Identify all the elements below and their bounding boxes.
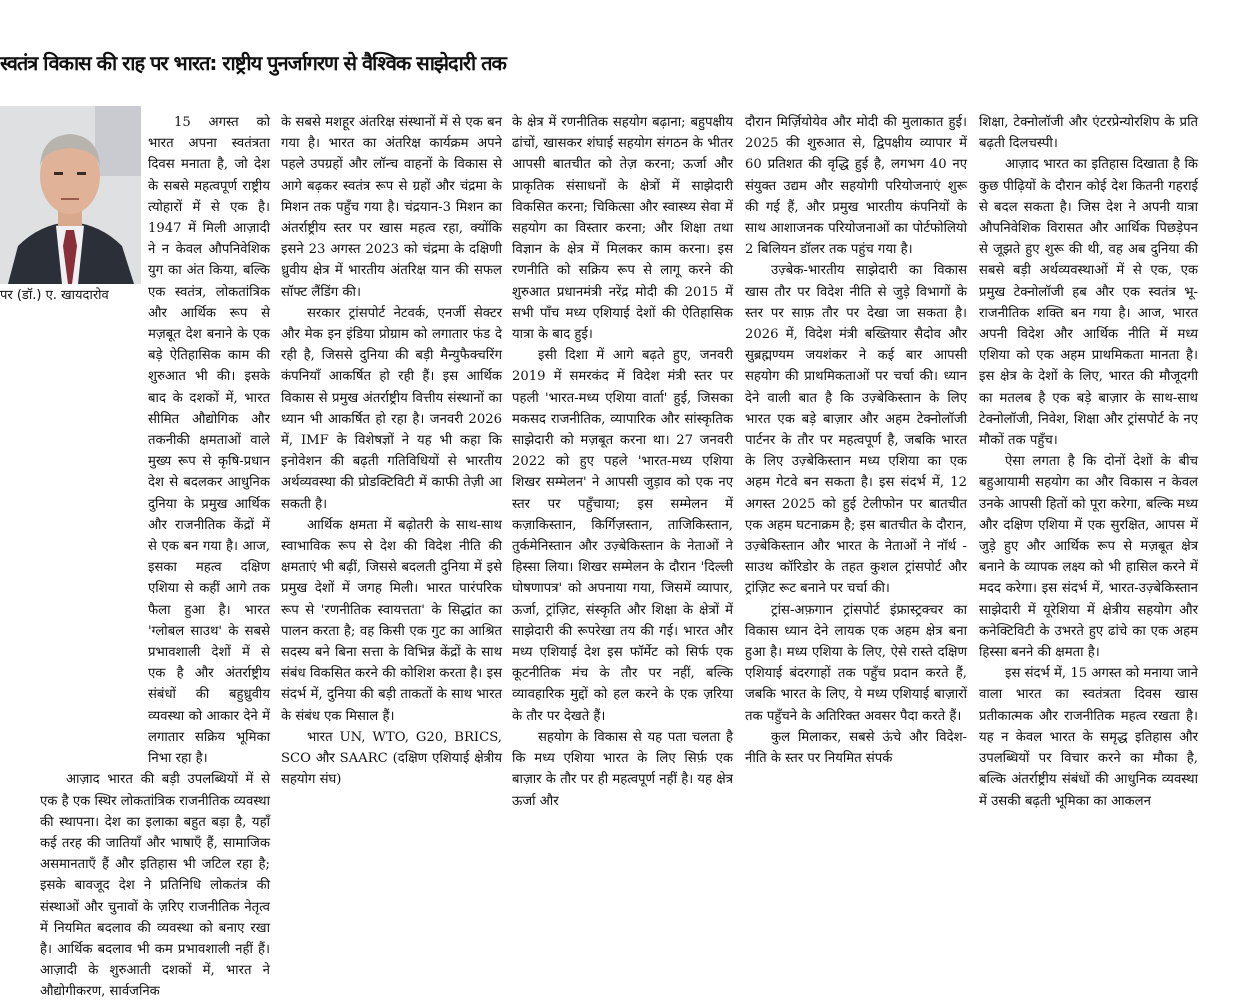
column-4 [745, 112, 967, 928]
paragraph: आज़ाद भारत की बड़ी उपलब्धियों में से एक है एक स्थिर लोकतांत्रिक राजनीतिक व्यवस्था की स्थापना। देश का इलाका बहुत बड़ा है, यहाँ कई तरह की जातियाँ और भाषाएँ हैं, सामाजिक असमानताएँ हैं और इतिहास भी जटिल रहा है; इसके बावजूद देश ने प्रतिनिधि लोकतंत्र की संस्थाओं और चुनावों के ज़रिए राजनीतिक नेतृत्व में नियमित बदलाव की व्यवस्था को बनाए रखा है। आर्थिक बदलाव भी कम प्रभावशाली नहीं हैं। आज़ादी के शुरुआती दशकों में, भारत ने औद्योगीकरण, सार्वजनिक [40, 772, 270, 1000]
paragraph: आज़ाद भारत का इतिहास दिखाता है कि कुछ पीढ़ियों के दौरान कोई देश कितनी गहराई से बदल सकता है। जिस देश ने अपनी यात्रा औपनिवेशिक विरासत और आर्थिक पिछड़ेपन से जूझते हुए शुरू की थी, वह अब दुनिया की सबसे बड़ी अर्थव्यवस्थाओं में से एक, एक प्रमुख टेक्नोलॉजी हब और एक स्वतंत्र भू-राजनीतिक शक्ति बन गया है। आज, भारत अपनी विदेश और आर्थिक नीति में मध्य एशिया को एक अहम प्राथमिकता मानता है। इस क्षेत्र के देशों के लिए, भारत की मौजूदगी का मतलब है एक बड़े बाज़ार के साथ-साथ टेक्नोलॉजी, निवेश, शिक्षा और ट्रांसपोर्ट के नए मौकों तक पहुँच। [979, 157, 1198, 449]
column-3 [512, 112, 733, 928]
column-2 [281, 112, 502, 928]
paragraph: उज़्बेक-भारतीय साझेदारी का विकास खास तौर पर विदेश नीति से जुड़े विभागों के स्तर पर साफ़ तौर पर देखा जा सकता है। 2026 में, विदेश मंत्री बख्तियार सैदोव और सुब्रह्मण्यम जयशंकर ने कई बार आपसी सहयोग की प्राथमिकताओं पर चर्चा की। ध्यान देने वाली बात है कि उज़्बेकिस्तान के लिए भारत एक बड़े बाज़ार और अहम टेक्नोलॉजी पार्टनर के तौर पर महत्वपूर्ण है, जबकि भारत के लिए उज़्बेकिस्तान मध्य एशिया का एक अहम गेटवे बन सकता है। इस संदर्भ में, 12 अगस्त 2025 को हुई टेलीफोन पर बातचीत एक अहम घटनाक्रम है; इस बातचीत के दौरान, उज़्बेकिस्तान और भारत के नेताओं ने नॉर्थ - साउथ कॉरिडोर के तहत कुशल ट्रांसपोर्ट और ट्रांज़िट रूट बनाने पर चर्चा की। [745, 263, 967, 597]
paragraph: आर्थिक क्षमता में बढ़ोतरी के साथ-साथ स्वाभाविक रूप से देश की विदेश नीति की क्षमताएं भी बढ़ीं, जिससे बदलती दुनिया में इसे प्रमुख देशों में जगह मिली। भारत पारंपरिक रूप से 'रणनीतिक स्वायत्तता' के सिद्धांत का पालन करता है; वह किसी एक गुट का आश्रित सदस्य बने बिना सत्ता के विभिन्न केंद्रों के साथ संबंध विकसित करने की कोशिश करता है। इस संदर्भ में, दुनिया की बड़ी ताकतों के साथ भारत के संबंध एक मिसाल हैं। [281, 517, 502, 724]
paragraph: कुल मिलाकर, सबसे ऊंचे और विदेश-नीति के स्तर पर नियमित संपर्क [745, 729, 967, 767]
column-1 [40, 112, 270, 1000]
paragraph: इस संदर्भ में, 15 अगस्त को मनाया जाने वाला भारत का स्वतंत्रता दिवस खास प्रतीकात्मक और राजनीतिक महत्व रखता है। यह न केवल भारत के समृद्ध इतिहास और उपलब्धियों पर विचार करने का मौका है, बल्कि अंतर्राष्ट्रीय संबंधों की आधुनिक व्यवस्था में उसकी बढ़ती भूमिका का आकलन [979, 666, 1198, 809]
paragraph: सरकार ट्रांसपोर्ट नेटवर्क, एनर्जी सेक्टर और मेक इन इंडिया प्रोग्राम को लगातार फंड दे रही है, जिससे दुनिया की बड़ी मैन्युफैक्चरिंग कंपनियाँ आकर्षित हो रही हैं। इस आर्थिक विकास से प्रमुख अंतर्राष्ट्रीय वित्तीय संस्थानों का ध्यान भी आकर्षित हो रहा है। जनवरी 2026 में, IMF के विशेषज्ञों ने यह भी कहा कि इनोवेशन की बढ़ती गतिविधियों से भारतीय अर्थव्यवस्था की प्रोडक्टिविटी में काफी तेज़ी आ सकती है। [281, 305, 502, 512]
paragraph: इसी दिशा में आगे बढ़ते हुए, जनवरी 2019 में समरकंद में विदेश मंत्री स्तर पर पहली 'भारत-मध्य एशिया वार्ता' हुई, जिसका मकसद राजनीतिक, व्यापारिक और सांस्कृतिक साझेदारी को मज़बूत करना था। 27 जनवरी 2022 को हुए पहले 'भारत-मध्य एशिया शिखर सम्मेलन' ने आपसी जुड़ाव को एक नए स्तर पर पहुँचाया; इस सम्मेलन में कज़ाकिस्तान, किर्गिज़स्तान, ताजिकिस्तान, तुर्कमेनिस्तान और उज़्बेकिस्तान के नेताओं ने हिस्सा लिया। शिखर सम्मेलन के दौरान 'दिल्ली घोषणापत्र' को अपनाया गया, जिसमें व्यापार, ऊर्जा, ट्रांज़िट, संस्कृति और शिक्षा के क्षेत्रों में साझेदारी की रूपरेखा तय की गई। भारत और मध्य एशियाई देश इस फॉर्मेट को सिर्फ एक कूटनीतिक मंच के तौर पर नहीं, बल्कि व्यावहारिक मुद्दों को हल करने के एक ज़रिया के तौर पर देखते हैं। [512, 348, 733, 724]
paragraph: शिक्षा, टेक्नोलॉजी और एंटरप्रेन्योरशिप के प्रति बढ़ती दिलचस्पी। [979, 115, 1198, 152]
paragraph: ऐसा लगता है कि दोनों देशों के बीच बहुआयामी सहयोग का और विकास न केवल उनके आपसी हितों को पूरा करेगा, बल्कि मध्य और दक्षिण एशिया में एक सुरक्षित, आपस में जुड़े हुए और आर्थिक रूप से मज़बूत क्षेत्र बनाने के व्यापक लक्ष्य को भी हासिल करने में मदद करेगा। इस संदर्भ में, भारत-उज़्बेकिस्तान साझेदारी में यूरेशिया में क्षेत्रीय सहयोग और कनेक्टिविटी के उभरते हुए ढांचे का एक अहम हिस्सा बनने की क्षमता है। [979, 454, 1198, 661]
paragraph: भारत UN, WTO, G20, BRICS, SCO और SAARC (दक्षिण एशियाई क्षेत्रीय सहयोग संघ) [281, 729, 502, 788]
paragraph: के क्षेत्र में रणनीतिक सहयोग बढ़ाना; बहुपक्षीय ढांचों, खासकर शंघाई सहयोग संगठन के भीतर आपसी बातचीत को तेज़ करना; ऊर्जा और प्राकृतिक संसाधनों के क्षेत्रों में साझेदारी विकसित करना; चिकित्सा और स्वास्थ्य सेवा में सहयोग का विस्तार करना; और शिक्षा तथा विज्ञान के क्षेत्र में मिलकर काम करना। इस रणनीति को सक्रिय रूप से लागू करने की शुरुआत प्रधानमंत्री नरेंद्र मोदी की 2015 में सभी पाँच मध्य एशियाई देशों की ऐतिहासिक यात्रा के बाद हुई। [512, 115, 733, 343]
author-byline: पर (डॉ.) ए. खायदारोव [0, 288, 109, 303]
paragraph: सहयोग के विकास से यह पता चलता है कि मध्य एशिया भारत के लिए सिर्फ़ एक बाज़ार के तौर पर ही महत्वपूर्ण नहीं है। यह क्षेत्र ऊर्जा और [512, 729, 733, 809]
paragraph: 15 अगस्त को भारत अपना स्वतंत्रता दिवस मनाता है, जो देश के सबसे महत्वपूर्ण राष्ट्रीय त्योहारों में से एक है। 1947 में मिली आज़ादी ने न केवल औपनिवेशिक युग का अंत किया, बल्कि एक स्वतंत्र, लोकतांत्रिक और आर्थिक रूप से मज़बूत देश बनाने के एक बड़े ऐतिहासिक काम की शुरुआत भी की। इसके बाद के दशकों में, भारत सीमित औद्योगिक और तकनीकी क्षमताओं वाले मुख्य रूप से कृषि-प्रधान देश से बदलकर आधुनिक दुनिया के प्रमुख आर्थिक और राजनीतिक केंद्रों में से एक बन गया है। आज, इसका महत्व दक्षिण एशिया से कहीं आगे तक फैला हुआ है। भारत 'ग्लोबल साउथ' के सबसे प्रभावशाली देशों में से एक है और अंतर्राष्ट्रीय संबंधों की बहुध्रुवीय व्यवस्था को आकार देने में लगातार सक्रिय भूमिका निभा रहा है। [148, 115, 270, 767]
paragraph: दौरान मिर्ज़ियोयेव और मोदी की मुलाकात हुई। 2025 की शुरुआत से, द्विपक्षीय व्यापार में 60 प्रतिशत की वृद्धि हुई है, लगभग 40 नए संयुक्त उद्यम और सहयोगी परियोजनाएं शुरू की गई हैं, और प्रमुख भारतीय कंपनियों के साथ आशाजनक परियोजनाओं का पोर्टफोलियो 2 बिलियन डॉलर तक पहुंच गया है। [745, 115, 967, 258]
paragraph: के सबसे मशहूर अंतरिक्ष संस्थानों में से एक बन गया है। भारत का अंतरिक्ष कार्यक्रम अपने पहले उपग्रहों और लॉन्च वाहनों के विकास से आगे बढ़कर स्वतंत्र रूप से ग्रहों और चंद्रमा के मिशन तक पहुँच गया है। चंद्रयान-3 मिशन का अंतर्राष्ट्रीय स्तर पर खास महत्व रहा, क्योंकि इसने 23 अगस्त 2023 को चंद्रमा के दक्षिणी ध्रुवीय क्षेत्र में भारतीय अंतरिक्ष यान की सफल सॉफ्ट लैंडिंग की। [281, 115, 502, 300]
headline: स्वतंत्र विकास की राह पर भारत: राष्ट्रीय पुनर्जागरण से वैश्विक साझेदारी तक [0, 51, 506, 75]
column-5 [979, 112, 1198, 928]
paragraph: ट्रांस-अफ़गान ट्रांसपोर्ट इंफ्रास्ट्रक्चर का विकास ध्यान देने लायक एक अहम क्षेत्र बना हुआ है। मध्य एशिया के लिए, ऐसे रास्ते दक्षिण एशियाई बंदरगाहों तक पहुँच प्रदान करते हैं, जबकि भारत के लिए, ये मध्य एशियाई बाज़ारों तक पहुँचने के अतिरिक्त अवसर पैदा करते हैं। [745, 602, 967, 724]
